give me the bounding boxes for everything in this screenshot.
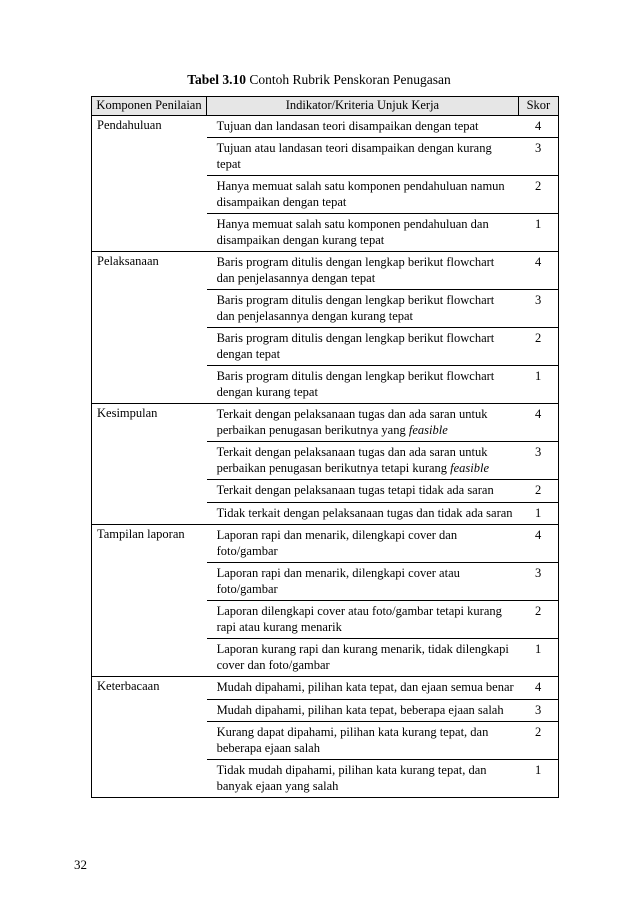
indikator-cell [207, 639, 519, 677]
indikator-cell [207, 404, 519, 442]
table-row [92, 677, 559, 700]
indikator-text: Baris program ditulis dengan lengkap berikut flowchart dan penjelasannya dengan kurang tepat [216, 293, 495, 323]
komponen-cell [92, 601, 207, 639]
header-komponen: Komponen Penilaian [92, 97, 207, 116]
indikator-cell [207, 699, 519, 722]
indikator-cell [207, 722, 519, 760]
table-row [92, 639, 559, 677]
table-row [92, 601, 559, 639]
komponen-cell [92, 639, 207, 677]
table-row [92, 442, 559, 480]
table-row [92, 404, 559, 442]
komponen-cell: Tampilan laporan [92, 525, 207, 563]
caption-title: Contoh Rubrik Penskoran Penugasan [249, 72, 451, 87]
table-row [92, 328, 559, 366]
table-row [92, 502, 559, 525]
skor-cell: 2 [518, 480, 558, 503]
header-indikator: Indikator/Kriteria Unjuk Kerja [207, 97, 519, 116]
skor-cell: 2 [518, 722, 558, 760]
skor-cell: 4 [518, 252, 558, 290]
indikator-text: Terkait dengan pelaksanaan tugas dan ada saran untuk perbaikan penugasan berikutnya yang [216, 407, 488, 437]
indikator-text: Tujuan dan landasan teori disampaikan dengan tepat [216, 118, 479, 133]
komponen-cell: Pelaksanaan [92, 252, 207, 290]
indikator-cell [207, 677, 519, 700]
table-row [92, 115, 559, 138]
komponen-cell: Kesimpulan [92, 404, 207, 442]
indikator-cell [207, 525, 519, 563]
komponen-cell [92, 480, 207, 503]
page-number: 32 [74, 857, 87, 872]
header-row [92, 97, 559, 116]
skor-cell: 1 [518, 366, 558, 404]
skor-cell: 2 [518, 328, 558, 366]
table-row [92, 252, 559, 290]
indikator-text: Baris program ditulis dengan lengkap berikut flowchart dengan kurang tepat [216, 369, 495, 399]
indikator-cell [207, 176, 519, 214]
indikator-text: Baris program ditulis dengan lengkap berikut flowchart dan penjelasannya dengan tepat [216, 255, 495, 285]
komponen-cell [92, 502, 207, 525]
skor-cell: 4 [518, 404, 558, 442]
header-skor: Skor [518, 97, 558, 116]
indikator-text: Hanya memuat salah satu komponen pendahuluan dan disampaikan dengan kurang tepat [216, 217, 489, 247]
indikator-text: Mudah dipahami, pilihan kata tepat, dan ejaan semua benar [216, 680, 514, 694]
indikator-cell [207, 290, 519, 328]
komponen-cell [92, 138, 207, 176]
table-row [92, 722, 559, 760]
indikator-cell [207, 138, 519, 176]
indikator-text: Mudah dipahami, pilihan kata tepat, beberapa ejaan salah [216, 702, 504, 717]
table-row [92, 290, 559, 328]
skor-cell: 1 [518, 639, 558, 677]
indikator-text: Laporan dilengkapi cover atau foto/gambar tetapi kurang rapi atau kurang menarik [216, 604, 502, 634]
indikator-cell [207, 366, 519, 404]
skor-cell: 2 [518, 176, 558, 214]
komponen-cell [92, 722, 207, 760]
komponen-cell [92, 328, 207, 366]
skor-cell: 4 [518, 677, 558, 700]
skor-cell: 2 [518, 601, 558, 639]
komponen-cell [92, 290, 207, 328]
indikator-cell [207, 442, 519, 480]
indikator-cell [207, 480, 519, 503]
table-row [92, 366, 559, 404]
komponen-cell [92, 366, 207, 404]
komponen-cell [92, 214, 207, 252]
indikator-text: Laporan rapi dan menarik, dilengkapi cover dan foto/gambar [216, 528, 458, 558]
indikator-text: Laporan rapi dan menarik, dilengkapi cover atau foto/gambar [216, 566, 460, 596]
table-row [92, 525, 559, 563]
indikator-cell [207, 563, 519, 601]
skor-cell: 1 [518, 214, 558, 252]
skor-cell: 4 [518, 525, 558, 563]
indikator-text: Kurang dapat dipahami, pilihan kata kurang tepat, dan beberapa ejaan salah [216, 725, 489, 755]
komponen-cell: Keterbacaan [92, 677, 207, 700]
skor-cell: 1 [518, 502, 558, 525]
skor-cell: 3 [518, 563, 558, 601]
skor-cell: 4 [518, 115, 558, 138]
skor-cell: 1 [518, 760, 558, 798]
indikator-text: Terkait dengan pelaksanaan tugas tetapi tidak ada saran [216, 483, 494, 497]
indikator-cell [207, 601, 519, 639]
indikator-cell [207, 214, 519, 252]
indikator-italic: feasible [450, 460, 490, 475]
indikator-text: Laporan kurang rapi dan kurang menarik, tidak dilengkapi cover dan foto/gambar [216, 642, 509, 672]
skor-cell: 3 [518, 699, 558, 722]
table-row [92, 214, 559, 252]
indikator-text: Tidak terkait dengan pelaksanaan tugas dan tidak ada saran [216, 505, 513, 520]
komponen-cell [92, 760, 207, 798]
indikator-text: Tujuan atau landasan teori disampaikan dengan kurang tepat [216, 141, 492, 171]
indikator-italic: feasible [408, 422, 448, 437]
indikator-cell [207, 760, 519, 798]
indikator-text: Baris program ditulis dengan lengkap berikut flowchart dengan tepat [216, 331, 495, 361]
komponen-cell [92, 176, 207, 214]
komponen-cell: Pendahuluan [92, 115, 207, 138]
table-row [92, 563, 559, 601]
table-caption [0, 72, 638, 88]
rubric-body [92, 115, 559, 798]
indikator-text: Tidak mudah dipahami, pilihan kata kurang tepat, dan banyak ejaan yang salah [216, 763, 487, 793]
komponen-cell [92, 563, 207, 601]
rubric-table [91, 96, 559, 798]
indikator-text: Terkait dengan pelaksanaan tugas dan ada saran untuk perbaikan penugasan berikutnya tetapi kurang [216, 445, 488, 475]
indikator-cell [207, 328, 519, 366]
skor-cell: 3 [518, 290, 558, 328]
indikator-text: Hanya memuat salah satu komponen pendahuluan namun disampaikan dengan tepat [216, 179, 505, 209]
indikator-cell [207, 115, 519, 138]
skor-cell: 3 [518, 442, 558, 480]
table-row [92, 480, 559, 503]
table-row [92, 176, 559, 214]
table-row [92, 760, 559, 798]
table-row [92, 699, 559, 722]
table-row [92, 138, 559, 176]
indikator-cell [207, 502, 519, 525]
indikator-cell [207, 252, 519, 290]
skor-cell: 3 [518, 138, 558, 176]
komponen-cell [92, 699, 207, 722]
caption-label: Tabel 3.10 [187, 72, 247, 87]
komponen-cell [92, 442, 207, 480]
